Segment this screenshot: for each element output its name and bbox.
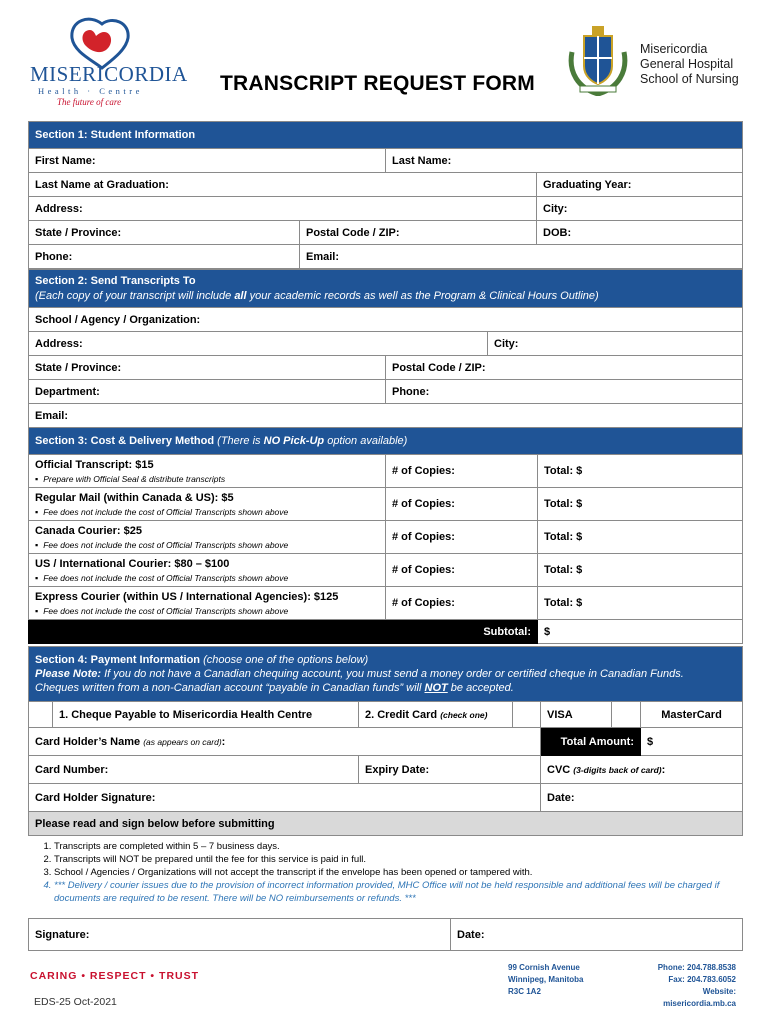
section1-table bbox=[28, 121, 743, 269]
delivery-option-note: ▪ Fee does not include the cost of Official Transcripts shown above bbox=[35, 573, 379, 583]
subtotal-label: Subtotal: bbox=[483, 625, 531, 638]
form-code: EDS-25 Oct-2021 bbox=[34, 996, 117, 1008]
cheque-note-a: Cheques written from a non-Canadian account “payable in Canadian funds” will bbox=[35, 682, 425, 694]
delivery-option-name: Canada Courier: $25 bbox=[35, 524, 142, 537]
section3-heading: Section 3: Cost & Delivery Method bbox=[35, 435, 215, 447]
cvc-colon: : bbox=[661, 763, 666, 776]
section3-note-a: (There is bbox=[217, 435, 264, 447]
delivery-option-note: ▪ Fee does not include the cost of Official Transcripts shown above bbox=[35, 606, 379, 616]
delivery-option-name: US / International Courier: $80 – $100 bbox=[35, 557, 230, 570]
section4-table bbox=[28, 646, 743, 836]
phone-field[interactable]: Phone: bbox=[29, 245, 300, 269]
address-line3: R3C 1A2 bbox=[508, 987, 541, 996]
address-field[interactable]: Address: bbox=[29, 197, 537, 221]
delivery-option-name: Official Transcript: $15 bbox=[35, 458, 154, 471]
recipient-postal-field[interactable]: Postal Code / ZIP: bbox=[386, 356, 743, 380]
recipient-phone-field[interactable]: Phone: bbox=[386, 380, 743, 404]
copies-field[interactable]: # of Copies: bbox=[386, 455, 538, 488]
total-field[interactable]: Total: $ bbox=[538, 587, 743, 620]
note-item-warning: 4. *** Delivery / courier issues due to the provision of incorrect information provided, MHC Office will not be held responsible and additional fees will be charged if documents are required to be resent. There will be NO reimbursements or refunds. *** bbox=[54, 879, 734, 905]
section4-please-note bbox=[35, 667, 736, 681]
address-line2: Winnipeg, Manitoba bbox=[508, 975, 584, 984]
last-name-field[interactable]: Last Name: bbox=[386, 149, 743, 173]
note-item: 2. Transcripts will NOT be prepared until the fee for this service is paid in full. bbox=[54, 853, 734, 866]
total-field[interactable]: Total: $ bbox=[538, 554, 743, 587]
card-holder-name-colon: : bbox=[221, 735, 226, 748]
section3-heading-note bbox=[217, 435, 407, 447]
card-holder-name-note: (as appears on card) bbox=[143, 736, 222, 747]
postal-code-field[interactable]: Postal Code / ZIP: bbox=[300, 221, 537, 245]
credit-card-option-label: 2. Credit Card bbox=[365, 708, 438, 721]
mastercard-checkbox[interactable] bbox=[612, 702, 641, 728]
card-holder-name-label: Card Holder’s Name bbox=[35, 735, 141, 748]
section4-heading-note: (choose one of the options below) bbox=[203, 654, 369, 666]
school-crest-icon bbox=[566, 22, 630, 96]
graduating-year-field[interactable]: Graduating Year: bbox=[537, 173, 743, 197]
section3-note-c: option available) bbox=[324, 435, 408, 447]
visa-label: VISA bbox=[541, 702, 612, 728]
delivery-option-note: ▪ Fee does not include the cost of Official Transcripts shown above bbox=[35, 507, 379, 517]
signature-field[interactable]: Signature: bbox=[29, 919, 451, 951]
logo-subtitle: Health · Centre bbox=[38, 86, 143, 96]
cvc-field[interactable] bbox=[541, 756, 743, 784]
section3-note-nopickup: NO Pick-Up bbox=[263, 435, 325, 447]
cost-row bbox=[29, 455, 743, 488]
recipient-city-field[interactable]: City: bbox=[488, 332, 743, 356]
delivery-option bbox=[29, 554, 386, 587]
delivery-option bbox=[29, 587, 386, 620]
school-name-line3: School of Nursing bbox=[640, 72, 739, 86]
note-item: 1. Transcripts are completed within 5 – 7 business days. bbox=[54, 840, 734, 853]
cvc-note: (3-digits back of card) bbox=[573, 764, 662, 775]
cheque-note-c: be accepted. bbox=[447, 682, 514, 694]
delivery-option-note: ▪ Prepare with Official Seal & distribute transcripts bbox=[35, 474, 379, 484]
contact-fax: Fax: 204.783.6052 bbox=[668, 975, 736, 984]
organization-field[interactable]: School / Agency / Organization: bbox=[29, 308, 743, 332]
section4-cheque-note bbox=[35, 681, 736, 695]
values-slogan: CARING • RESPECT • TRUST bbox=[30, 970, 200, 982]
department-field[interactable]: Department: bbox=[29, 380, 386, 404]
expiry-date-field[interactable]: Expiry Date: bbox=[359, 756, 541, 784]
school-name-line2: General Hospital bbox=[640, 57, 734, 71]
submission-notes bbox=[44, 840, 734, 905]
recipient-address-field[interactable]: Address: bbox=[29, 332, 488, 356]
copies-field[interactable]: # of Copies: bbox=[386, 488, 538, 521]
state-province-field[interactable]: State / Province: bbox=[29, 221, 300, 245]
delivery-option-name: Regular Mail (within Canada & US): $5 bbox=[35, 491, 234, 504]
recipient-state-field[interactable]: State / Province: bbox=[29, 356, 386, 380]
mastercard-label: MasterCard bbox=[641, 702, 743, 728]
cost-row bbox=[29, 521, 743, 554]
delivery-option-note: ▪ Fee does not include the cost of Official Transcripts shown above bbox=[35, 540, 379, 550]
section1-heading: Section 1: Student Information bbox=[29, 122, 743, 149]
credit-card-option-note: (check one) bbox=[440, 709, 488, 720]
section2-heading-cell bbox=[29, 270, 743, 308]
contact-phone: Phone: 204.788.8538 bbox=[657, 963, 736, 972]
section3-table bbox=[28, 427, 743, 644]
address-line1: 99 Cornish Avenue bbox=[508, 963, 580, 972]
cvc-label: CVC bbox=[547, 763, 571, 776]
total-amount-field[interactable]: $ bbox=[641, 728, 743, 756]
total-field[interactable]: Total: $ bbox=[538, 488, 743, 521]
section2-note-a: (Each copy of your transcript will include bbox=[35, 290, 235, 302]
section2-note bbox=[35, 290, 736, 302]
section4-heading-cell bbox=[29, 647, 743, 702]
delivery-option-name: Express Courier (within US / International Agencies): $125 bbox=[35, 590, 339, 603]
logo-wordmark: MISERICORDIA bbox=[30, 62, 188, 86]
signature-date-field[interactable]: Date: bbox=[451, 919, 743, 951]
sign-heading: Please read and sign below before submitting bbox=[29, 812, 743, 836]
total-amount-label: Total Amount: bbox=[541, 728, 641, 756]
cost-row bbox=[29, 587, 743, 620]
payment-date-field[interactable]: Date: bbox=[541, 784, 743, 812]
section2-note-c: your academic records as well as the Program & Clinical Hours Outline) bbox=[246, 290, 599, 302]
card-holder-signature-field[interactable]: Card Holder Signature: bbox=[29, 784, 541, 812]
visa-checkbox[interactable] bbox=[513, 702, 541, 728]
copies-field[interactable]: # of Copies: bbox=[386, 521, 538, 554]
last-name-graduation-field[interactable]: Last Name at Graduation: bbox=[29, 173, 537, 197]
section3-heading-cell bbox=[29, 428, 743, 455]
cheque-option-label: 1. Cheque Payable to Misericordia Health Centre bbox=[53, 702, 359, 728]
cost-row bbox=[29, 554, 743, 587]
section4-heading: Section 4: Payment Information bbox=[35, 654, 201, 666]
copies-field[interactable]: # of Copies: bbox=[386, 554, 538, 587]
contact-website: Website: misericordia.mb.ca bbox=[663, 987, 736, 1008]
note-item: 3. School / Agencies / Organizations will not accept the transcript if the envelope has been opened or tampered with. bbox=[54, 866, 734, 879]
footer-contact bbox=[632, 962, 736, 1010]
dob-field[interactable]: DOB: bbox=[537, 221, 743, 245]
please-note-label: Please Note: bbox=[35, 668, 102, 680]
delivery-option bbox=[29, 488, 386, 521]
delivery-option bbox=[29, 521, 386, 554]
please-note-text: If you do not have a Canadian chequing account, you must send a money order or certified cheque in Canadian Funds. bbox=[101, 668, 684, 680]
cost-row bbox=[29, 488, 743, 521]
section2-heading: Section 2: Send Transcripts To bbox=[35, 275, 196, 287]
copies-field[interactable]: # of Copies: bbox=[386, 587, 538, 620]
section2-note-all: all bbox=[234, 290, 247, 302]
subtotal-label-cell bbox=[29, 620, 538, 644]
misericordia-logo bbox=[30, 16, 188, 111]
form-title: TRANSCRIPT REQUEST FORM bbox=[220, 72, 535, 95]
subtotal-field[interactable]: $ bbox=[538, 620, 743, 644]
card-number-field[interactable]: Card Number: bbox=[29, 756, 359, 784]
credit-card-option-cell bbox=[359, 702, 513, 728]
section2-table bbox=[28, 269, 743, 428]
school-name bbox=[640, 42, 739, 87]
signature-table bbox=[28, 918, 743, 951]
logo-tagline: The future of care bbox=[57, 97, 122, 107]
total-field[interactable]: Total: $ bbox=[538, 455, 743, 488]
school-name-line1: Misericordia bbox=[640, 42, 708, 56]
city-field[interactable]: City: bbox=[537, 197, 743, 221]
first-name-field[interactable]: First Name: bbox=[29, 149, 386, 173]
total-field[interactable]: Total: $ bbox=[538, 521, 743, 554]
footer-address bbox=[508, 962, 583, 998]
card-holder-name-field[interactable] bbox=[29, 728, 541, 756]
recipient-email-field[interactable]: Email: bbox=[29, 404, 743, 428]
cheque-checkbox[interactable] bbox=[29, 702, 53, 728]
cheque-note-not: NOT bbox=[424, 682, 448, 694]
delivery-option bbox=[29, 455, 386, 488]
email-field[interactable]: Email: bbox=[300, 245, 743, 269]
